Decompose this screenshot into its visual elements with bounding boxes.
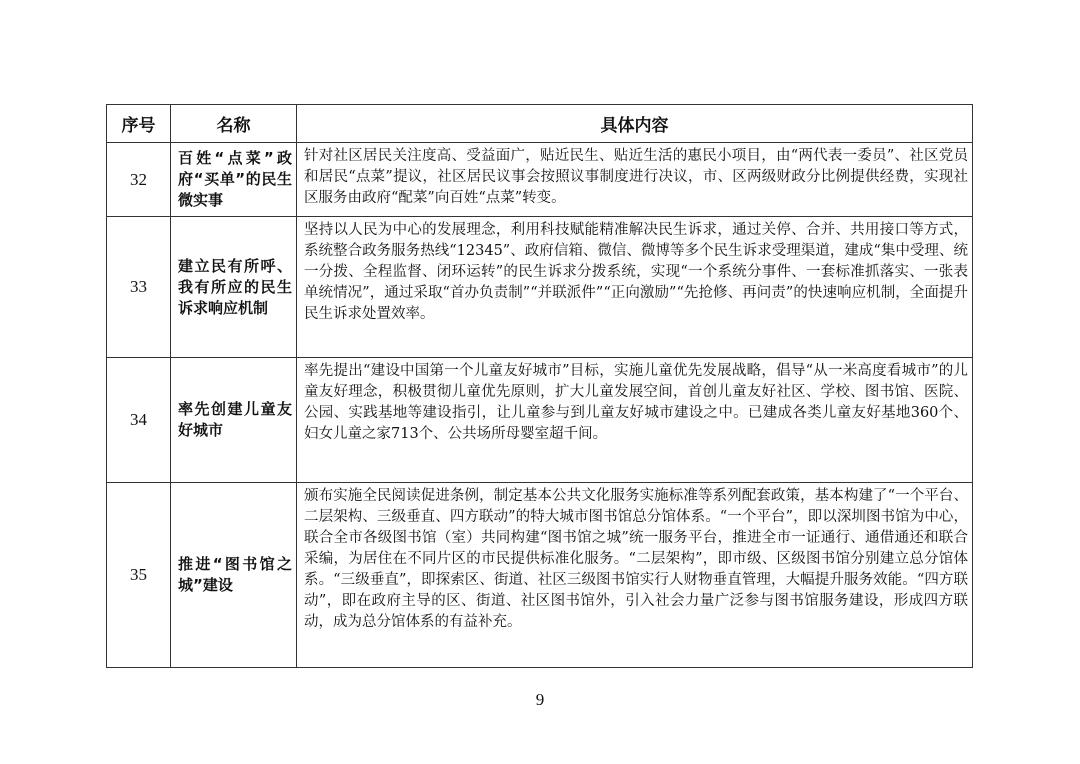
policy-table [106, 104, 973, 668]
row-name-cell [171, 217, 297, 358]
row-content: 率先提出“建设中国第一个儿童友好城市”目标，实施儿童优先发展战略，倡导“从一米高度看城市”的儿童友好理念，积极贯彻儿童优先原则，扩大儿童发展空间，首创儿童友好社区、学校、图书馆、医院、公园、实践基地等建设指引，让儿童参与到儿童友好城市建设之中。已建成各类儿童友好基地360个、妇女儿童之家713个、公共场所母婴室超千间。 [304, 363, 968, 442]
row-content-cell [297, 217, 973, 358]
row-name-cell [171, 143, 297, 217]
row-name: 百姓“点菜”政府“买单”的民生微实事 [178, 149, 292, 209]
page-number: 9 [535, 690, 545, 709]
row-number: 32 [107, 143, 171, 217]
table-header-row [107, 105, 973, 143]
row-content-cell [297, 483, 973, 668]
row-number: 33 [107, 217, 171, 358]
row-name: 推进“图书馆之城”建设 [178, 555, 292, 594]
row-number: 34 [107, 358, 171, 483]
row-number: 35 [107, 483, 171, 668]
row-name: 率先创建儿童友好城市 [178, 400, 292, 439]
row-content: 针对社区居民关注度高、受益面广，贴近民生、贴近生活的惠民小项目，由“两代表一委员”、社区党员和居民“点菜”提议，社区居民议事会按照议事制度进行决议，市、区两级财政分比例提供经费，实现社区服务由政府“配菜”向百姓“点菜”转变。 [304, 148, 968, 206]
header-content: 具体内容 [297, 105, 973, 143]
table-row [107, 358, 973, 483]
table-row [107, 217, 973, 358]
row-content: 坚持以人民为中心的发展理念，利用科技赋能精准解决民生诉求，通过关停、合并、共用接口等方式，系统整合政务服务热线“12345”、政府信箱、微信、微博等多个民生诉求受理渠道，建成“集中受理、统一分拨、全程监督、闭环运转”的民生诉求分拨系统，实现“一个系统分事件、一套标准抓落实、一张表单统情况”，通过采取“首办负责制”“并联派件”“正向激励”“先抢修、再问责”的快速响应机制，全面提升民生诉求处置效率。 [304, 222, 968, 322]
table-row [107, 143, 973, 217]
row-content: 颁布实施全民阅读促进条例，制定基本公共文化服务实施标准等系列配套政策，基本构建了“一个平台、二层架构、三级垂直、四方联动”的特大城市图书馆总分馆体系。“一个平台”，即以深圳图书馆为中心，联合全市各级图书馆（室）共同构建“图书馆之城”统一服务平台，推进全市一证通行、通借通还和联合采编，为居住在不同片区的市民提供标准化服务。“二层架构”，即市级、区级图书馆分别建立总分馆体系。“三级垂直”，即探索区、街道、社区三级图书馆实行人财物垂直管理，大幅提升服务效能。“四方联动”，即在政府主导的区、街道、社区图书馆外，引入社会力量广泛参与图书馆服务建设，形成四方联动，成为总分馆体系的有益补充。 [304, 488, 968, 630]
row-name: 建立民有所呼、我有所应的民生诉求响应机制 [178, 256, 292, 317]
row-content-cell [297, 143, 973, 217]
row-name-cell [171, 358, 297, 483]
row-name-cell [171, 483, 297, 668]
header-no: 序号 [107, 105, 171, 143]
row-content-cell [297, 358, 973, 483]
header-name: 名称 [171, 105, 297, 143]
table-row [107, 483, 973, 668]
